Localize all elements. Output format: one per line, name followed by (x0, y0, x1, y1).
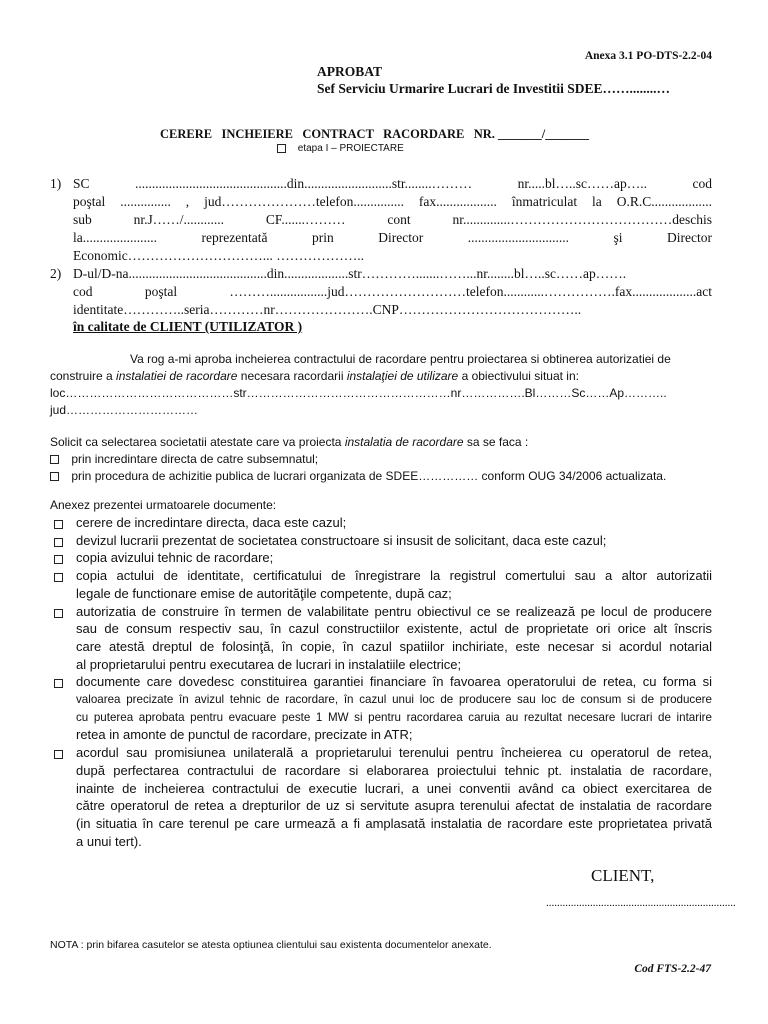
direct-award-label: prin incredintare directa de catre subsemnatul; (71, 452, 319, 466)
annex-item-text: după perfectarea contractului de racordare si elaborarea proiectului tehnic pt. instalatia de racordare, (76, 762, 712, 778)
annex-item-text: al proprietarului pentru executarea de lucrari in instalatiile electrice; (76, 656, 462, 672)
selection-option-direct[interactable] (50, 451, 712, 468)
stage-option[interactable] (277, 143, 404, 154)
approved-label: APROBAT (317, 64, 383, 79)
annex-item-text: copia avizului tehnic de racordare; (76, 550, 274, 566)
footer-note: NOTA : prin bifarea casutelor se atesta optiunea clientului sau existenta documentelor anexate. (50, 939, 492, 951)
party-2-line: cod poştal ……….................jud………………………telefon............…………….fax...................act (73, 284, 712, 299)
party-1-line: Economic…………………………... ……………….. (73, 248, 364, 263)
request-line: Va rog a-mi aproba incheierea contractului de racordare pentru proiectarea si obtinerea autorizatiei de (130, 352, 671, 366)
annex-checkbox[interactable] (54, 679, 63, 688)
annex-item-text: retea in amonte de punctul de racordare, precizate in ATR; (76, 727, 413, 743)
selection-text: sa se faca : (463, 435, 529, 449)
party-1-line: sub nr.J……/............ CF.......……… cont nr..............………………………………deschis (73, 212, 712, 227)
request-location-line: loc……………………………………str……………………………………………nr…………….Bl………Sc……Ap……….. (50, 386, 667, 400)
request-italic: instalaţiei de utilizare (346, 369, 459, 383)
annex-checkbox[interactable] (54, 520, 63, 529)
procurement-label: prin procedura de achizitie publica de lucrari organizata de SDEE…………… conform OUG 34/2006 actualizata. (71, 469, 667, 483)
document-title: CERERE INCHEIERE CONTRACT RACORDARE NR. _______/_______ (160, 127, 589, 141)
client-quality: în calitate de CLIENT (UTILIZATOR ) (73, 319, 303, 334)
annex-checkbox[interactable] (54, 538, 63, 547)
request-county-line: jud…………………………… (50, 403, 199, 417)
annex-item-text: autorizatia de construire în termen de valabilitate pentru obiectivul ce se realizează pe locul de producere (76, 603, 712, 619)
annex-item-text: a unui tert). (76, 833, 142, 849)
annex-item-text: inainte de incheierea contractului de executie lucrari, a unei conventii având ca obiect exercitarea de (76, 780, 712, 796)
party-1-line: la...................... reprezentată prin Director .............................. şi Director (73, 230, 712, 245)
party-2-number: 2) (50, 266, 62, 281)
annex-reference: Anexa 3.1 PO-DTS-2.2-04 (584, 50, 712, 62)
annex-item-text: care atestă dreptul de folosinţă, în copie, în cazul spatiilor inchiriate, este necesar si acordul notarial (76, 638, 712, 654)
annex-item-text: către operatorul de retea a drepturilor de uz si servitute asupra terenului afectat de instalatia de racordare (76, 798, 712, 814)
selection-option-procurement[interactable] (50, 468, 712, 485)
form-code: Cod FTS-2.2-47 (634, 963, 711, 975)
selection-italic: instalatia de racordare (344, 435, 464, 449)
annex-item-text: cerere de incredintare directa, daca este cazul; (76, 515, 347, 530)
party-1-line: poştal ............... , jud…………………telefon............... fax.................. înmatriculat la O.R.C.................. (73, 194, 712, 209)
stage-label: etapa I – PROIECTARE (297, 143, 404, 154)
client-signature-label: CLIENT, (591, 866, 655, 885)
annex-checkbox[interactable] (54, 573, 63, 582)
party-1-line: SC .............................................din..........................str........……… nr.....bl…..sc……ap….. cod (73, 176, 712, 191)
approver-title: Sef Serviciu Urmarire Lucrari de Investitii SDEE……........… (317, 81, 670, 96)
annex-item-text: documente care dovedesc constituirea garantiei financiare în favoarea operatorului de retea, cu forma si (76, 674, 712, 690)
party-2-block (50, 265, 712, 321)
request-line (50, 368, 712, 385)
annex-checkbox[interactable] (54, 555, 63, 564)
annex-checkbox[interactable] (54, 609, 63, 618)
annex-item-text: valoarea precizate în avizul tehnic de racordare, în cazul unui loc de producere sau loc de consum si de producere (76, 693, 712, 706)
party-1-number: 1) (50, 176, 62, 191)
annex-item-text: acordul sau promisiunea unilaterală a proprietarului terenului pentru încheierea cu operatorul de retea, (76, 745, 712, 761)
annex-item-text: copia actului de identitate, certificatului de înregistrare la registrul comertului sau a altor autorizatii (76, 568, 712, 584)
stage-checkbox[interactable] (277, 144, 286, 153)
annex-item-text: legale de functionare emise de autorităţile competente, după caz; (76, 585, 452, 601)
party-2-line: identitate…………..seria…………nr………………….CNP………………………………….. (73, 302, 582, 317)
procurement-checkbox[interactable] (50, 472, 59, 481)
annex-item-text: sau de consum respectiv sau, în cazul constructiilor existente, actul de proprietate ori orice alt înscris (76, 621, 712, 637)
request-text: construire a (50, 369, 117, 383)
request-text: necesara racordarii (237, 369, 347, 383)
annex-checkbox[interactable] (54, 750, 63, 759)
request-italic: instalatiei de racordare (116, 369, 238, 383)
request-text: a obiectivului situat in: (458, 369, 579, 383)
party-2-line: D-ul/D-na.........................................din...................str………….......……...nr........bl…..sc……ap……. (73, 266, 627, 281)
selection-intro (50, 434, 712, 451)
annex-item-text: (in situatia în care terenul pe care urmează a fi amplasată instalatia de racordare este proprietatea privată (76, 815, 712, 831)
annex-item-text: cu puterea aprobata pentru evacuare peste 1 MW si pentru racordarea caruia au rezultat necesare lucrari de intarire (76, 710, 712, 724)
annex-item-text: devizul lucrarii prezentat de societatea constructoare si insusit de solicitant, daca este cazul; (76, 532, 607, 548)
annex-intro: Anexez prezentei urmatoarele documente: (50, 498, 277, 512)
direct-award-checkbox[interactable] (50, 455, 59, 464)
selection-text: Solicit ca selectarea societatii atestate care va proiecta (50, 435, 345, 449)
signature-line[interactable]: ..................................................................... (546, 897, 736, 909)
party-1-block (50, 175, 712, 267)
